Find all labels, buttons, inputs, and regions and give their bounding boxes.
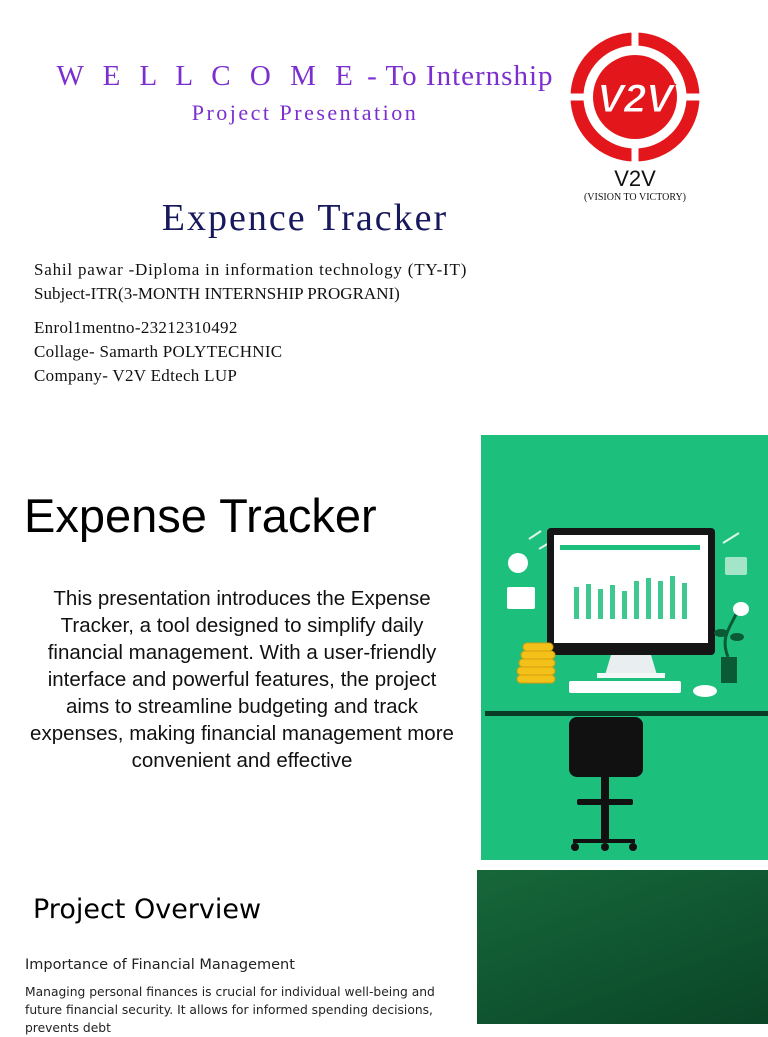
slide-title: Project Overview: [33, 894, 262, 925]
section-heading: Importance of Financial Management: [25, 957, 295, 973]
logo-tagline: (VISION TO VICTORY): [583, 192, 687, 203]
enrolment-info-line: Enrol1mentno-23212310492: [34, 318, 238, 337]
slide-description: This presentation introduces the Expense Tracker, a tool designed to simplify daily financial management. With a user-friendly interface and powerful features, the project aims to streamline budgeting and track expenses, making financial management more convenient and effective: [30, 587, 454, 772]
v2v-logo: [568, 30, 702, 164]
presentation-subtitle: Project Presentation: [191, 100, 419, 125]
slide-image: [477, 870, 768, 1024]
college-info-line: Collage- Samarth POLYTECHNIC: [34, 342, 283, 361]
logo-name: V2V: [614, 166, 656, 191]
card-icon: [725, 557, 747, 575]
welcome-heading: W E L L C O M E - To Internship: [56, 60, 554, 92]
section-paragraph: Managing personal finances is crucial for individual well-being and future financial security. It allows for informed spending decisions, prevents debt: [25, 985, 435, 1035]
project-title: Expence Tracker: [161, 197, 449, 239]
logo-mark: V2V: [597, 77, 673, 121]
company-info-line: Company- V2V Edtech LUP: [34, 366, 238, 385]
mouse-icon: [693, 685, 717, 697]
subject-info-line: Subject-ITR(3-MONTH INTERNSHIP PROGRANI): [34, 284, 400, 303]
slide-title: Expense Tracker: [24, 489, 377, 542]
student-info-line: Sahil pawar -Diploma in information technology (TY-IT): [34, 260, 468, 279]
clock-icon: [508, 553, 528, 573]
expense-tracker-illustration: [481, 435, 768, 860]
wallet-icon: [507, 587, 535, 609]
keyboard-icon: [569, 681, 681, 693]
desk-icon: [485, 711, 768, 716]
